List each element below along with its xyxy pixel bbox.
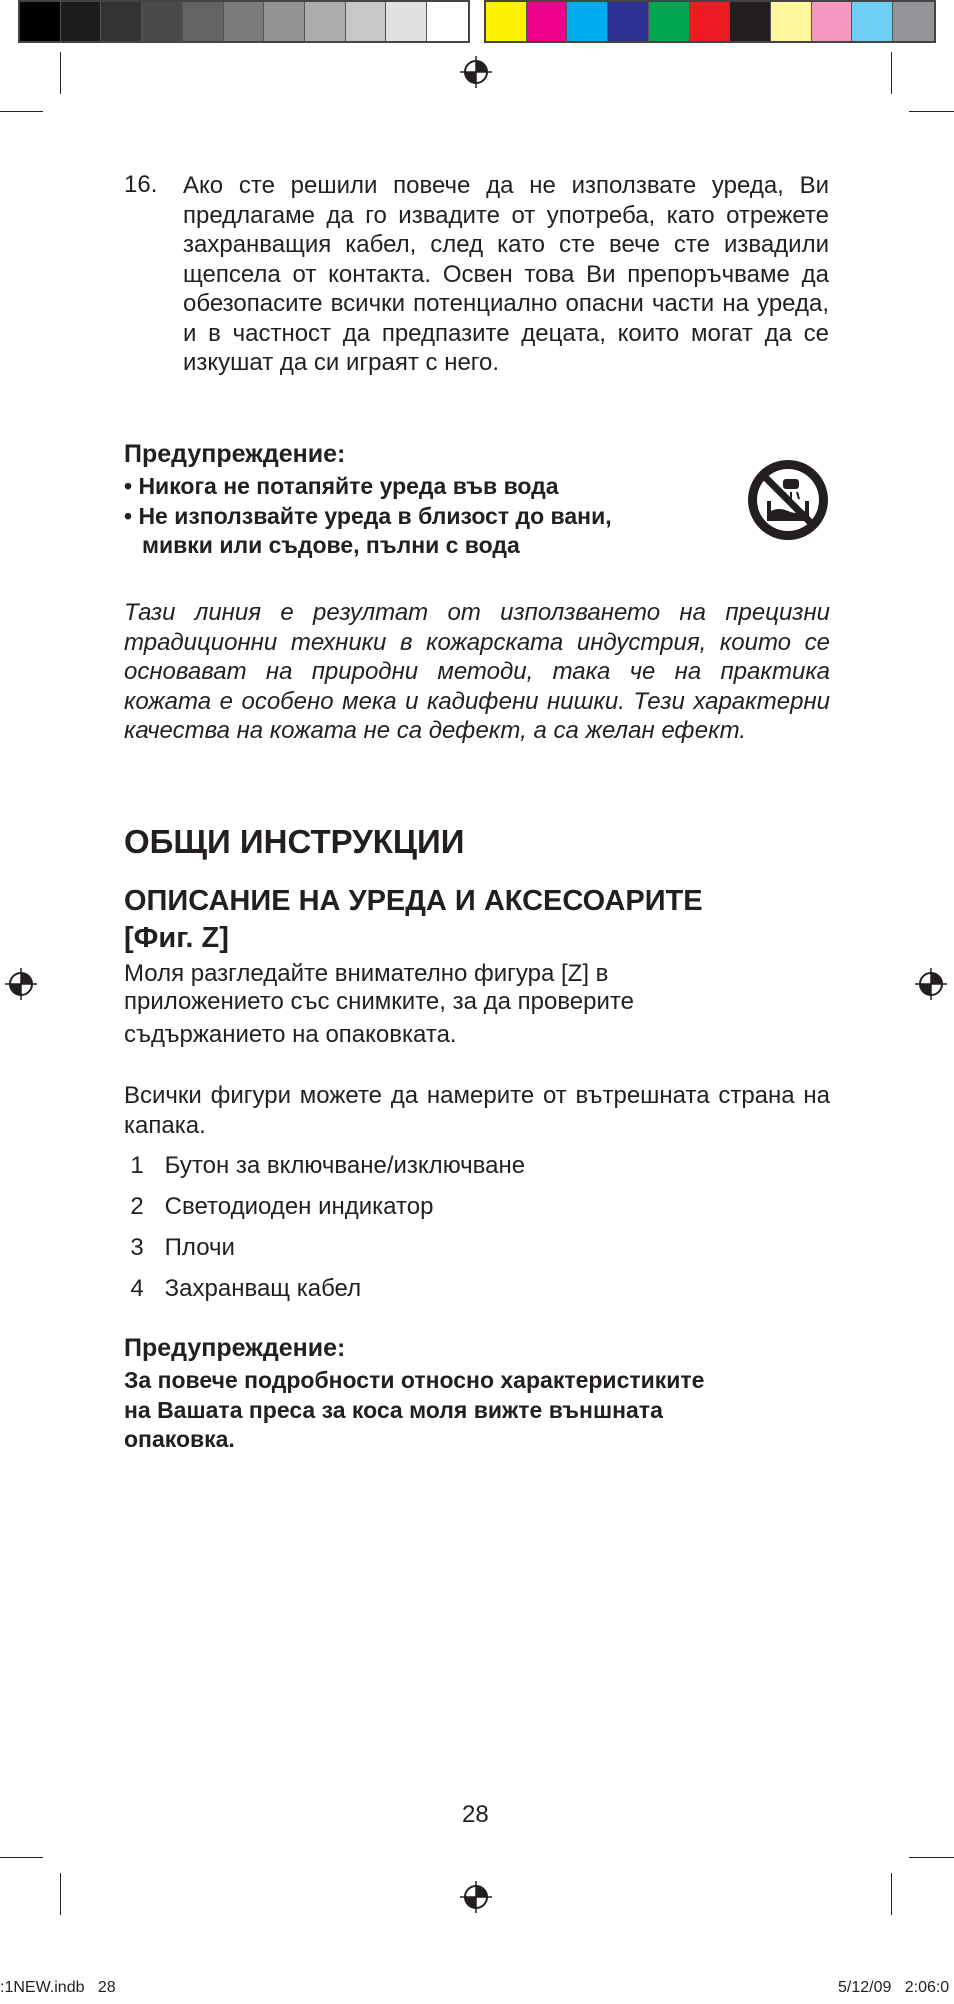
color-swatch	[20, 2, 61, 41]
color-swatch	[183, 2, 224, 41]
color-swatch	[893, 2, 934, 41]
warning-line: • Никога не потапяйте уреда във вода	[124, 473, 559, 499]
list-item-label: Захранващ кабел	[164, 1275, 362, 1302]
list-item-number: 2	[130, 1193, 144, 1220]
list-item-label: Светодиоден индикатор	[164, 1193, 434, 1220]
list-item	[124, 1152, 525, 1180]
crop-mark	[909, 1857, 954, 1858]
color-swatch	[486, 2, 527, 41]
footer-file-info: :1NEW.indb 28	[0, 1979, 116, 1996]
subsection-title-figure: [Фиг. Z]	[124, 922, 229, 954]
registration-mark-icon	[460, 1881, 492, 1913]
subsection-title: ОПИСАНИЕ НА УРЕДА И АКСЕСОАРИТЕ	[124, 885, 703, 917]
crop-mark	[909, 111, 954, 112]
crop-mark	[0, 1857, 43, 1858]
crop-mark	[60, 1873, 61, 1915]
registration-mark-icon	[915, 968, 947, 1000]
color-swatch	[101, 2, 142, 41]
list-item-number: 3	[130, 1234, 144, 1261]
figure-note-line: съдържанието на опаковката.	[124, 1021, 457, 1048]
color-swatch	[771, 2, 812, 41]
crop-mark	[60, 52, 61, 94]
registration-mark-icon	[460, 56, 492, 88]
list-item-label: Бутон за включване/изключване	[164, 1152, 526, 1179]
figures-location-text: Всички фигури можете да намерите от вътрешната страна на капака.	[124, 1082, 830, 1139]
color-swatch	[812, 2, 853, 41]
figure-note-line: Моля разгледайте внимателно фигура [Z] в	[124, 960, 609, 987]
color-swatch	[264, 2, 305, 41]
list-item	[124, 1275, 361, 1303]
color-swatch	[386, 2, 427, 41]
page-number: 28	[462, 1801, 489, 1828]
color-swatch	[305, 2, 346, 41]
color-swatch	[730, 2, 771, 41]
crop-mark	[891, 52, 892, 94]
color-swatch	[527, 2, 568, 41]
color-swatch	[224, 2, 265, 41]
list-item-number: 1	[130, 1152, 144, 1179]
process-color-bar	[484, 0, 936, 43]
warning-title: Предупреждение:	[124, 440, 346, 468]
color-swatch	[567, 2, 608, 41]
color-swatch	[427, 2, 468, 41]
color-swatch	[346, 2, 387, 41]
warning-line: • Не използвайте уреда в близост до вани,	[124, 503, 612, 529]
list-item	[124, 1193, 433, 1221]
color-swatch	[608, 2, 649, 41]
warning-title: Предупреждение:	[124, 1334, 346, 1362]
color-swatch	[690, 2, 731, 41]
registration-mark-icon	[5, 968, 37, 1000]
grayscale-color-bar	[18, 0, 470, 43]
crop-mark	[0, 111, 43, 112]
leather-note: Тази линия е резултат от използването на прецизни традиционни техники в кожарската индустрия, които се основават на природни методи, така че на практика кожата е особено мека и кадифени нишки. Тези характерни качества на кожата не са дефект, а са желан ефект.	[124, 599, 830, 744]
item-number: 16.	[124, 171, 158, 198]
no-water-immersion-icon	[745, 457, 831, 543]
warning-line: За повече подробности относно характеристиките	[124, 1367, 705, 1393]
item-16-text: Ако сте решили повече да не използвате уреда, Ви предлагаме да го извадите от употреба, като отрежете захранващия кабел, след като сте вече сте извадили щепсела от контакта. Освен това Ви препоръчваме да обезопасите всички потенциално опасни части на уреда, и в частност да предпазите децата, които могат да се изкушат да си играят с него.	[183, 172, 829, 376]
warning-line: мивки или съдове, пълни с вода	[142, 532, 520, 558]
list-item-label: Плочи	[164, 1234, 235, 1261]
list-item-number: 4	[130, 1275, 144, 1302]
list-item	[124, 1234, 235, 1262]
figure-note-line: приложението със снимките, за да проверите	[124, 988, 634, 1015]
color-swatch	[61, 2, 102, 41]
warning-line: на Вашата преса за коса моля вижте външната	[124, 1397, 663, 1423]
color-swatch	[852, 2, 893, 41]
color-swatch	[649, 2, 690, 41]
warning-line: опаковка.	[124, 1426, 235, 1452]
section-title: ОБЩИ ИНСТРУКЦИИ	[124, 823, 465, 860]
color-swatch	[142, 2, 183, 41]
footer-timestamp: 5/12/09 2:06:0	[838, 1979, 950, 1996]
crop-mark	[891, 1873, 892, 1915]
